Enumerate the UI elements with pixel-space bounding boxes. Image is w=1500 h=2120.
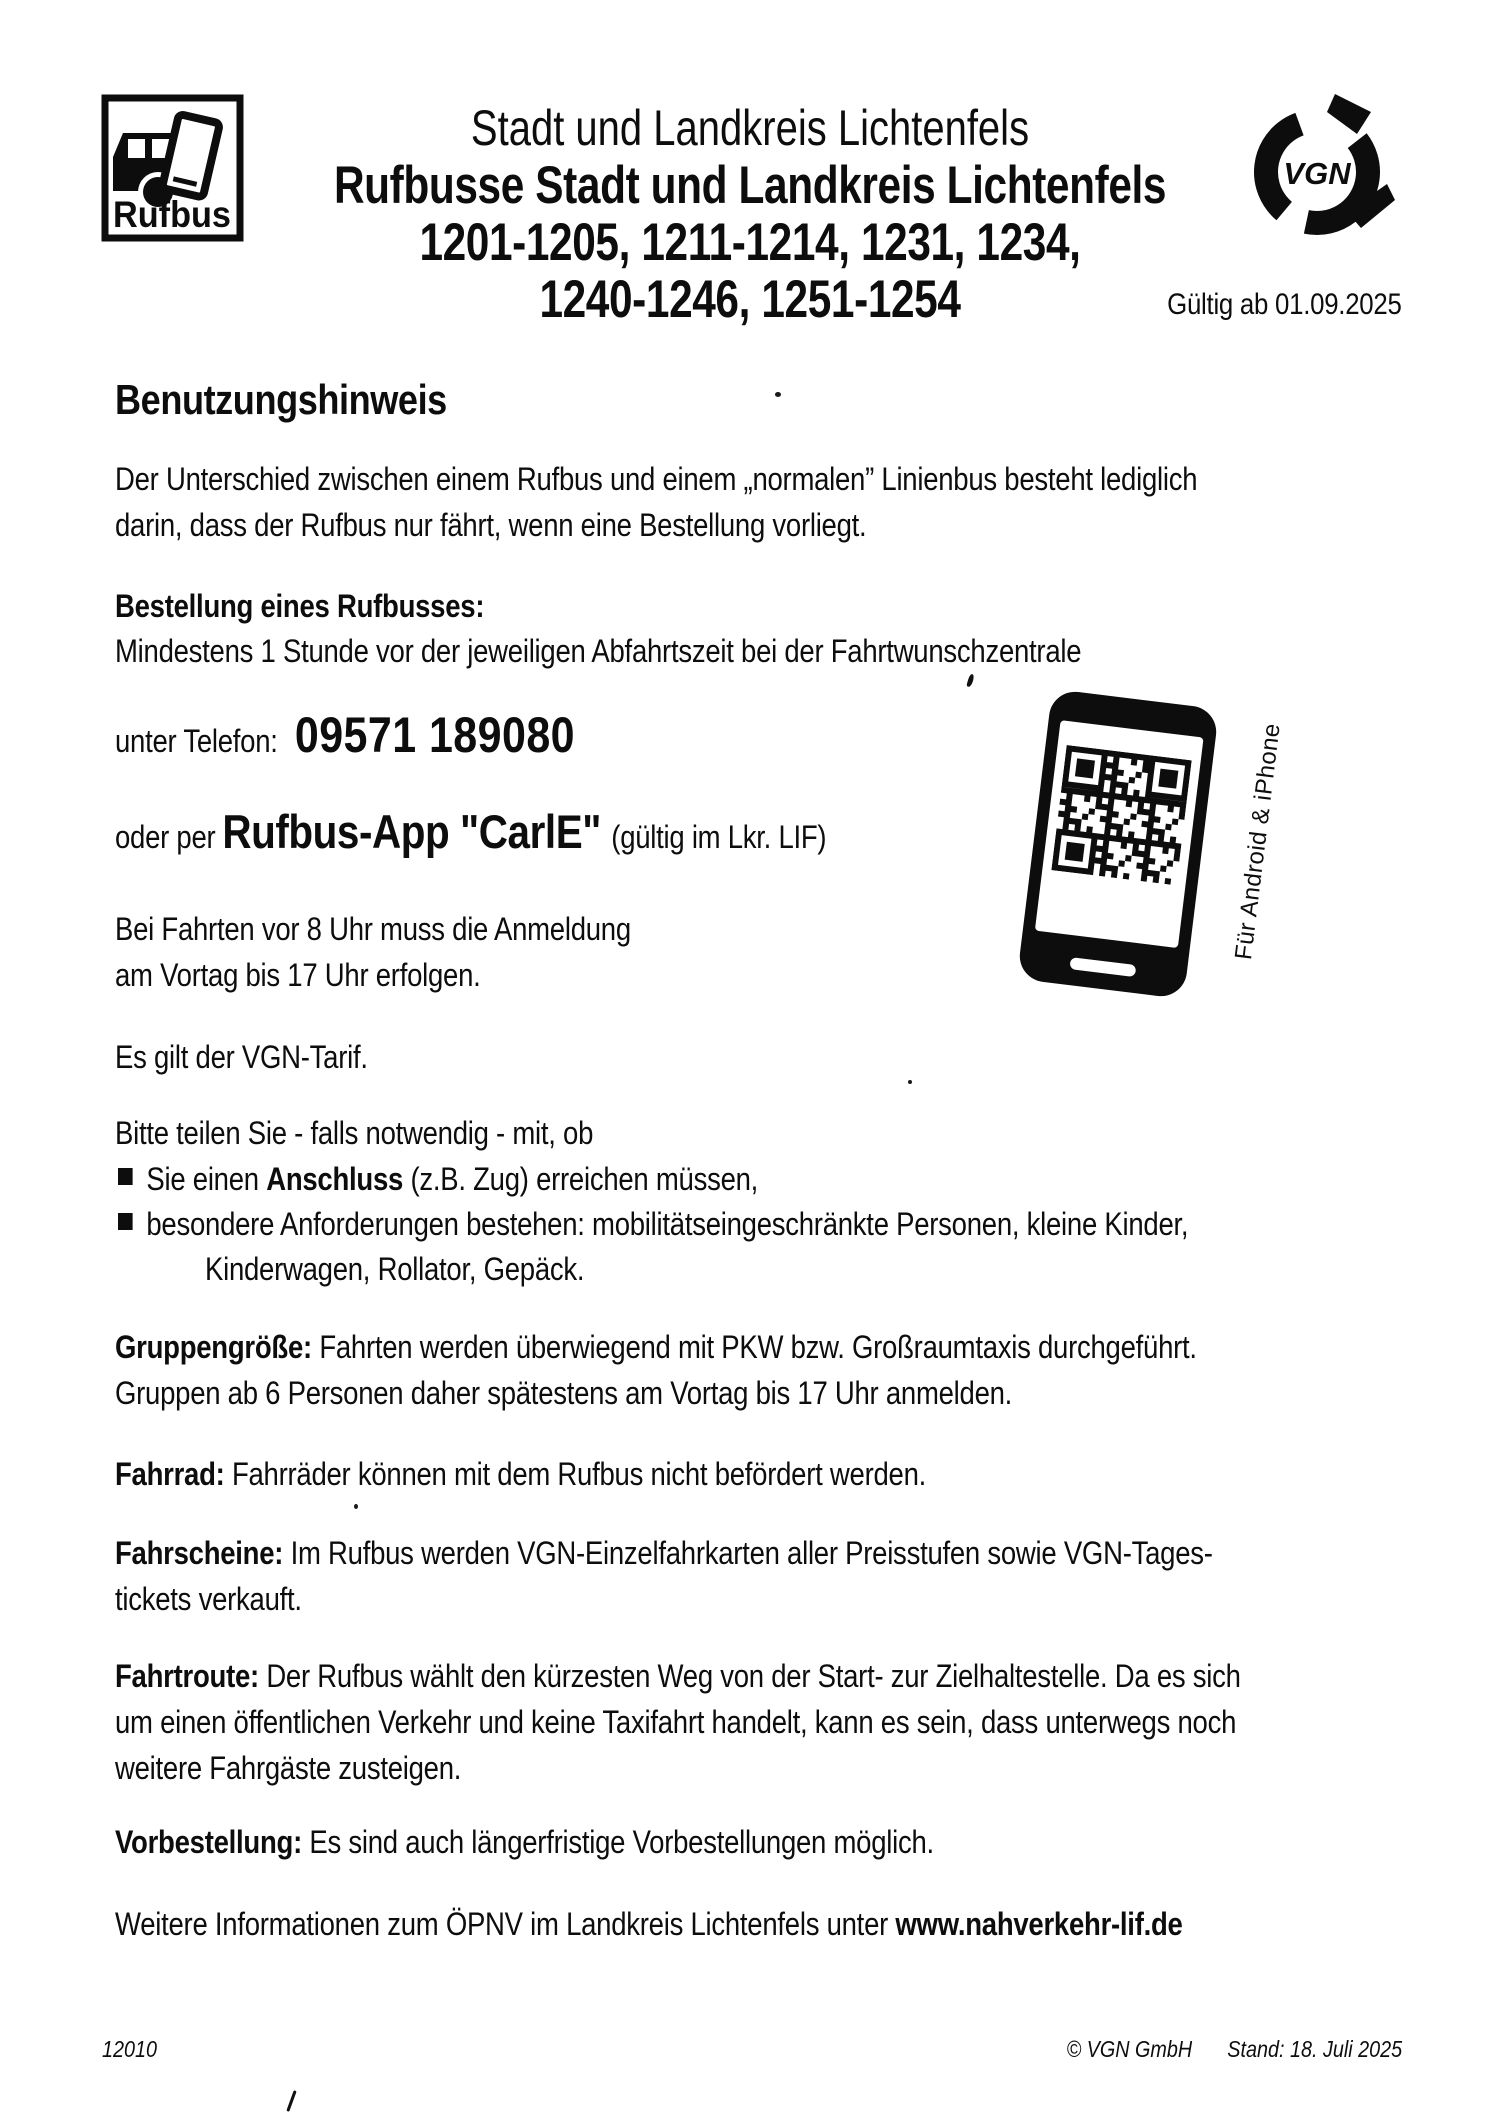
qr-code xyxy=(1051,745,1191,885)
footer-copyright: © VGN GmbH xyxy=(1066,2036,1193,2062)
intro-line-2: darin, dass der Rufbus nur fährt, wenn eine Bestellung vorliegt. xyxy=(115,507,867,543)
bike-text: Fahrräder können mit dem Rufbus nicht befördert werden. xyxy=(224,1456,927,1492)
preorder-lead: Vorbestellung: xyxy=(115,1824,303,1860)
section-heading: Benutzungshinweis xyxy=(115,376,447,423)
notify-intro: Bitte teilen Sie - falls notwendig - mit, ob xyxy=(115,1115,594,1151)
bike-lead: Fahrrad: xyxy=(115,1456,225,1492)
tickets-line-2: tickets verkauft. xyxy=(115,1581,302,1617)
footer-doc-number: 12010 xyxy=(102,2036,158,2062)
footer-stand-date: Stand: 18. Juli 2025 xyxy=(1227,2036,1402,2062)
tickets-paragraph xyxy=(115,1530,1213,1622)
route-line-3: weitere Fahrgäste zusteigen. xyxy=(115,1750,462,1786)
group-size-paragraph xyxy=(115,1324,1197,1416)
item1-bold: Anschluss xyxy=(266,1161,404,1197)
footer-credits xyxy=(1066,2036,1402,2063)
list-item xyxy=(118,1156,758,1202)
route-line-2: um einen öffentlichen Verkehr und keine Taxifahrt handelt, kann es sein, dass unterwegs noch xyxy=(115,1704,1237,1740)
early-booking-note xyxy=(115,906,631,998)
bullet-item-2-line-1: besondere Anforderungen bestehen: mobilitätseingeschränkte Personen, kleine Kinder, xyxy=(146,1206,1189,1242)
app-note: (gültig im Lkr. LIF) xyxy=(611,819,827,855)
ordering-heading: Bestellung eines Rufbusses: xyxy=(115,588,485,624)
more-info-paragraph xyxy=(115,1901,1183,1947)
early-line-2: am Vortag bis 17 Uhr erfolgen. xyxy=(115,957,481,993)
intro-paragraph xyxy=(115,456,1197,548)
route-lead: Fahrtroute: xyxy=(115,1658,259,1694)
item1-pre: Sie einen xyxy=(146,1161,267,1197)
phone-order-row xyxy=(115,706,575,764)
phone-label: unter Telefon: xyxy=(115,723,278,759)
group-size-line-2: Gruppen ab 6 Personen daher spätestens am Vortag bis 17 Uhr anmelden. xyxy=(115,1375,1013,1411)
vgn-logo-text: VGN xyxy=(1283,156,1351,191)
tariff-note: Es gilt der VGN-Tarif. xyxy=(115,1039,368,1075)
scan-artifact xyxy=(966,674,974,688)
bullet-item-1 xyxy=(146,1156,758,1202)
smartphone-homebar xyxy=(1069,957,1136,977)
bullet-square-icon xyxy=(118,1213,133,1230)
list-item xyxy=(118,1201,1188,1247)
scan-artifact xyxy=(354,1504,358,1509)
bullet-square-icon xyxy=(118,1168,133,1185)
title-numbers-2: 1240-1246, 1251-1254 xyxy=(539,270,961,329)
title-lines: Rufbusse Stadt und Landkreis Lichtenfels xyxy=(333,156,1167,215)
tickets-line-1: Im Rufbus werden VGN-Einzelfahrkarten aller Preisstufen sowie VGN-Tages- xyxy=(283,1535,1213,1571)
tickets-lead: Fahrscheine: xyxy=(115,1535,284,1571)
route-line-1: Der Rufbus wählt den kürzesten Weg von der Start- zur Zielhaltestelle. Da es sich xyxy=(258,1658,1241,1694)
preorder-paragraph xyxy=(115,1819,934,1865)
phone-caption: Für Android & iPhone xyxy=(1230,721,1286,962)
bullet-item-2-line-2: Kinderwagen, Rollator, Gepäck. xyxy=(205,1251,585,1287)
phone-number: 09571 189080 xyxy=(294,707,576,763)
scan-artifact xyxy=(286,2090,296,2112)
more-info-text: Weitere Informationen zum ÖPNV im Landkreis Lichtenfels unter xyxy=(115,1906,896,1942)
vgn-logo xyxy=(1243,90,1395,250)
title-numbers-1: 1201-1205, 1211-1214, 1231, 1234, xyxy=(419,213,1081,272)
item1-post: (z.B. Zug) erreichen müssen, xyxy=(403,1161,759,1197)
smartphone-screen xyxy=(1035,720,1204,948)
title-region: Stadt und Landkreis Lichtenfels xyxy=(470,100,1030,156)
app-name: Rufbus-App "CarlE" xyxy=(222,805,601,858)
preorder-text: Es sind auch längerfristige Vorbestellungen möglich. xyxy=(302,1824,934,1860)
scan-artifact xyxy=(908,1080,912,1084)
smartphone-graphic xyxy=(1017,689,1219,999)
smartphone-figure xyxy=(1026,694,1286,1024)
rufbus-logo-label: Rufbus xyxy=(113,194,231,235)
scan-artifact xyxy=(775,392,781,397)
route-paragraph xyxy=(115,1653,1241,1791)
early-line-1: Bei Fahrten vor 8 Uhr muss die Anmeldung xyxy=(115,911,631,947)
group-size-lead: Gruppengröße: xyxy=(115,1329,312,1365)
intro-line-1: Der Unterschied zwischen einem Rufbus und einem „normalen” Linienbus besteht lediglich xyxy=(115,461,1198,497)
more-info-url: www.nahverkehr-lif.de xyxy=(895,1906,1183,1942)
app-order-row xyxy=(115,804,826,860)
bike-paragraph xyxy=(115,1451,926,1497)
valid-from-date: Gültig ab 01.09.2025 xyxy=(1167,288,1402,321)
group-size-line-1: Fahrten werden überwiegend mit PKW bzw. Großraumtaxis durchgeführt. xyxy=(311,1329,1197,1365)
app-pre-text: oder per xyxy=(115,819,216,855)
ordering-body: Mindestens 1 Stunde vor der jeweiligen Abfahrtszeit bei der Fahrtwunschzentrale xyxy=(115,633,1082,669)
